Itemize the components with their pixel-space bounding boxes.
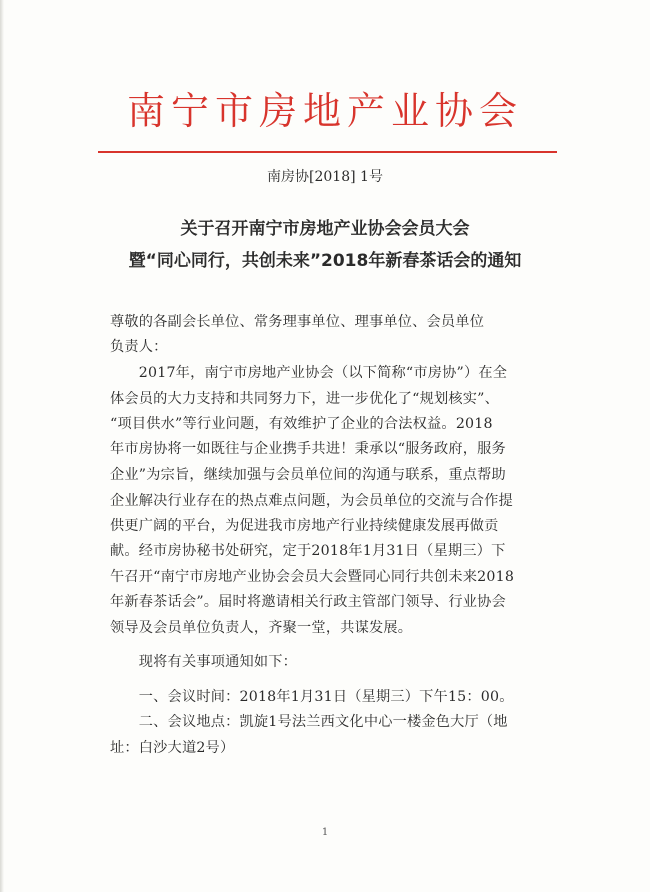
notice-title-line-2: 暨“同心同行，共创未来”2018年新春茶话会的通知 (128, 251, 522, 271)
body-text-line: 负责人： (110, 339, 168, 355)
body-text-line: 供更广阔的平台，为促进我市房地产行业持续健康发展再做贡 (110, 518, 499, 534)
body-text-line: 尊敬的各副会长单位、常务理事单位、理事单位、会员单位 (110, 314, 485, 330)
body-text-line: “项目供水”等行业问题，有效维护了企业的合法权益。2018 (110, 416, 493, 432)
body-text-line: 现将有关事项通知如下： (110, 654, 298, 670)
body-text-line: 企业解决行业存在的热点难点问题，为会员单位的交流与合作提 (110, 493, 513, 509)
body-text-line: 一、会议时间：2018年1月31日（星期三）下午15：00。 (110, 689, 514, 705)
page-number: 1 (321, 827, 329, 838)
body-text-line: 午召开“南宁市房地产业协会会员大会暨同心同行共创未来2018 (110, 569, 515, 585)
organization-header: 南宁市房地产业协会 (126, 89, 523, 133)
body-text-line: 2017年，南宁市房地产业协会（以下简称“市房协”）在全 (110, 365, 508, 381)
body-text-line: 年市房协将一如既往与企业携手共进！秉承以“服务政府，服务 (110, 441, 506, 457)
body-text-line: 企业”为宗旨，继续加强与会员单位间的沟通与联系，重点帮助 (110, 467, 506, 483)
body-text-line: 年新春茶话会”。届时将邀请相关行政主管部门领导、行业协会 (110, 594, 506, 610)
body-text-line: 体会员的大力支持和共同努力下，进一步优化了“规划核实”、 (110, 391, 499, 407)
document-number: 南房协[2018] 1号 (267, 169, 383, 185)
notice-title-line-1: 关于召开南宁市房地产业协会会员大会 (180, 219, 470, 239)
scan-edge-shadow (0, 0, 4, 892)
body-text-line: 址：白沙大道2号） (110, 740, 235, 756)
body-text-line: 献。经市房协秘书处研究，定于2018年1月31日（星期三）下 (110, 543, 506, 559)
red-header-rule (98, 151, 557, 153)
body-text-line: 二、会议地点：凯旋1号法兰西文化中心一楼金色大厅（地 (110, 714, 508, 730)
body-text-line: 领导及会员单位负责人，齐聚一堂，共谋发展。 (110, 620, 413, 636)
